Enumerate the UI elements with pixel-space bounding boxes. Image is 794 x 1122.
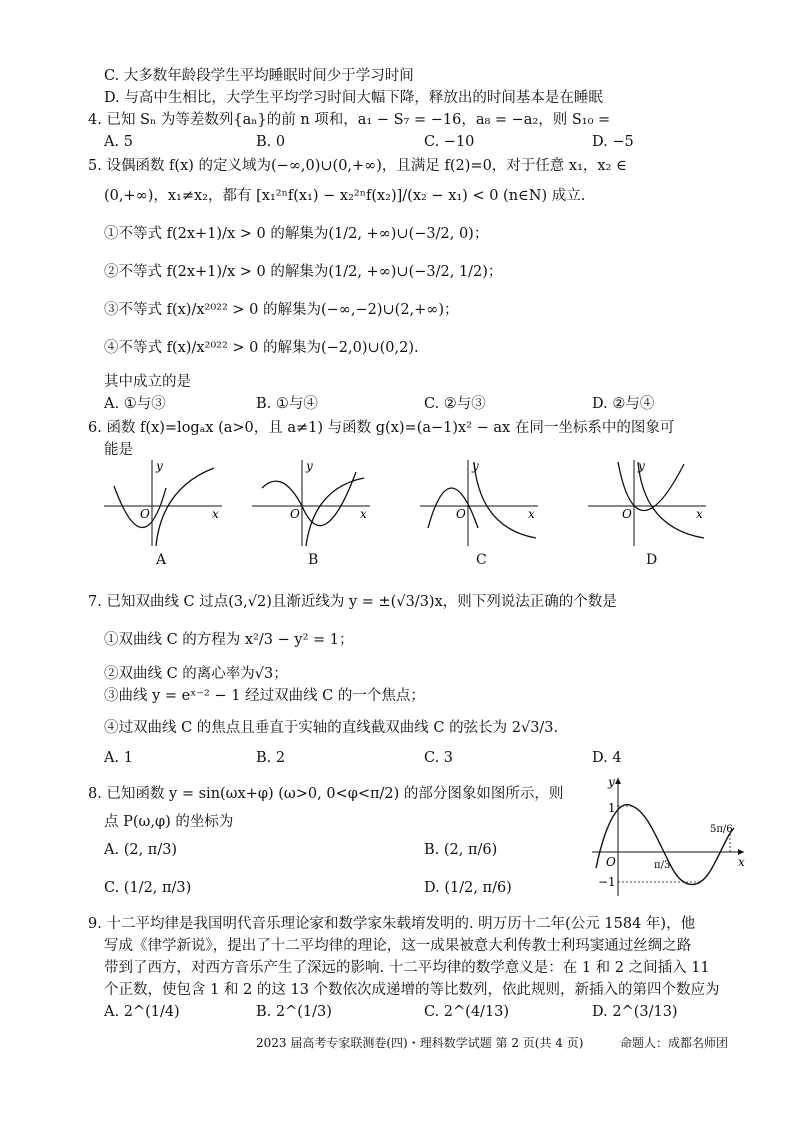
question-7-claim-2: ②双曲线 C 的离心率为√3； bbox=[104, 666, 288, 682]
question-4: 4. 已知 Sₙ 为等差数列{aₙ}的前 n 项和，a₁ − S₇ = −16，a₈ = −a₂，则 S₁₀ = bbox=[88, 112, 611, 128]
question-9-line-3: 带到了西方，对西方音乐产生了深远的影响. 十二平均律的数学意义是：在 1 和 2 之间插入 11 bbox=[104, 960, 710, 976]
question-8-line-2: 点 P(ω,φ) 的坐标为 bbox=[104, 814, 234, 830]
graph-c-label: C bbox=[476, 552, 487, 568]
q4-option-c: C. −10 bbox=[424, 134, 475, 150]
q9-option-c: C. 2^(4/13) bbox=[424, 1004, 510, 1020]
q5-option-a: A. ①与③ bbox=[104, 396, 166, 412]
question-7-claim-3: ③曲线 y = eˣ⁻² − 1 经过双曲线 C 的一个焦点； bbox=[104, 688, 425, 704]
svg-text:y: y bbox=[156, 459, 163, 473]
graph-c bbox=[420, 458, 540, 548]
svg-text:y: y bbox=[638, 459, 645, 473]
svg-text:O: O bbox=[456, 507, 466, 521]
question-5-claim-1: ①不等式 f(2x+1)/x > 0 的解集为(1/2, +∞)∪(−3/2, 0)； bbox=[104, 226, 489, 242]
graph-d bbox=[588, 458, 708, 548]
q4-option-d: D. −5 bbox=[592, 134, 634, 150]
option-text-d: D. 与高中生相比，大学生平均学习时间大幅下降，释放出的时间基本是在睡眠 bbox=[104, 90, 603, 106]
question-6-line-2: 能是 bbox=[104, 442, 133, 458]
q9-option-a: A. 2^(1/4) bbox=[104, 1004, 180, 1020]
question-5-line-2: (0,+∞)，x₁≠x₂，都有 [x₁²ⁿf(x₁) − x₂²ⁿf(x₂)]/(x₂ − x₁) < 0 (n∈N) 成立. bbox=[104, 188, 586, 204]
q5-option-c: C. ②与③ bbox=[424, 396, 486, 412]
origin-label: O bbox=[606, 855, 616, 869]
tick-one: 1 bbox=[608, 801, 616, 815]
q8-option-d: D. (1/2, π/6) bbox=[424, 880, 512, 896]
question-9-line-1: 9. 十二平均律是我国明代音乐理论家和数学家朱载堉发明的. 明万历十二年(公元 1584 年)，他 bbox=[88, 916, 696, 932]
y-axis-label: y bbox=[608, 775, 615, 789]
svg-text:y: y bbox=[306, 459, 313, 473]
svg-text:O: O bbox=[622, 507, 632, 521]
svg-text:O: O bbox=[140, 507, 150, 521]
svg-text:x: x bbox=[360, 507, 367, 521]
svg-text:x: x bbox=[696, 507, 703, 521]
question-5-claim-3: ③不等式 f(x)/x²⁰²² > 0 的解集为(−∞,−2)∪(2,+∞)； bbox=[104, 302, 459, 318]
question-5-claim-4: ④不等式 f(x)/x²⁰²² > 0 的解集为(−2,0)∪(0,2). bbox=[104, 340, 419, 356]
question-5-line-1: 5. 设偶函数 f(x) 的定义域为(−∞,0)∪(0,+∞)，且满足 f(2)=0，对于任意 x₁，x₂ ∈ bbox=[88, 158, 627, 174]
q7-option-d: D. 4 bbox=[592, 750, 622, 766]
x-axis-label: x bbox=[738, 855, 745, 869]
question-6-line-1: 6. 函数 f(x)=logₐx (a>0，且 a≠1) 与函数 g(x)=(a−1)x² − ax 在同一坐标系中的图象可 bbox=[88, 420, 675, 436]
q8-option-b: B. (2, π/6) bbox=[424, 842, 498, 858]
question-7-claim-4: ④过双曲线 C 的焦点且垂直于实轴的直线截双曲线 C 的弦长为 2√3/3. bbox=[104, 720, 559, 736]
q7-option-b: B. 2 bbox=[256, 750, 286, 766]
svg-text:y: y bbox=[472, 459, 479, 473]
graph-d-label: D bbox=[646, 552, 658, 568]
graph-b bbox=[252, 458, 372, 548]
q8-option-c: C. (1/2, π/3) bbox=[104, 880, 192, 896]
svg-text:x: x bbox=[212, 507, 219, 521]
tick-pi-3: π/3 bbox=[654, 860, 671, 871]
svg-text:x: x bbox=[528, 507, 535, 521]
tick-neg-one: −1 bbox=[598, 875, 616, 889]
question-9-line-4: 个正数，使包含 1 和 2 的这 13 个数依次成递增的等比数列，依此规则，新插入的第四个数应为 bbox=[104, 982, 720, 998]
question-7: 7. 已知双曲线 C 过点(3,√2)且渐近线为 y = ±(√3/3)x，则下列说法正确的个数是 bbox=[88, 594, 617, 610]
graph-a bbox=[104, 458, 224, 548]
q7-option-a: A. 1 bbox=[104, 750, 133, 766]
tick-5pi-6: 5π/6 bbox=[710, 824, 733, 835]
q5-option-b: B. ①与④ bbox=[256, 396, 318, 412]
footer-author: 命题人：成都名师团 bbox=[620, 1036, 729, 1050]
question-9-line-2: 写成《律学新说》，提出了十二平均律的理论，这一成果被意大利传教士利玛窦通过丝绸之路 bbox=[104, 938, 692, 954]
q9-option-d: D. 2^(3/13) bbox=[592, 1004, 678, 1020]
svg-text:O: O bbox=[290, 507, 300, 521]
sine-graph bbox=[588, 772, 748, 900]
question-8-line-1: 8. 已知函数 y = sin(ωx+φ) (ω>0, 0<φ<π/2) 的部分图象如图所示，则 bbox=[88, 786, 564, 802]
q4-option-b: B. 0 bbox=[256, 134, 286, 150]
option-text-c: C. 大多数年龄段学生平均睡眠时间少于学习时间 bbox=[104, 68, 414, 84]
q9-option-b: B. 2^(1/3) bbox=[256, 1004, 332, 1020]
graph-b-label: B bbox=[308, 552, 319, 568]
question-7-claim-1: ①双曲线 C 的方程为 x²/3 − y² = 1； bbox=[104, 632, 354, 648]
question-5-claim-2: ②不等式 f(2x+1)/x > 0 的解集为(1/2, +∞)∪(−3/2, 1/2)； bbox=[104, 264, 503, 280]
q4-option-a: A. 5 bbox=[104, 134, 133, 150]
q5-option-d: D. ②与④ bbox=[592, 396, 655, 412]
q7-option-c: C. 3 bbox=[424, 750, 454, 766]
question-5-prompt: 其中成立的是 bbox=[104, 374, 191, 390]
graph-a-label: A bbox=[156, 552, 167, 568]
q8-option-a: A. (2, π/3) bbox=[104, 842, 178, 858]
footer-page-info: 2023 届高考专家联测卷(四)・理科数学试题 第 2 页(共 4 页) bbox=[256, 1036, 584, 1050]
